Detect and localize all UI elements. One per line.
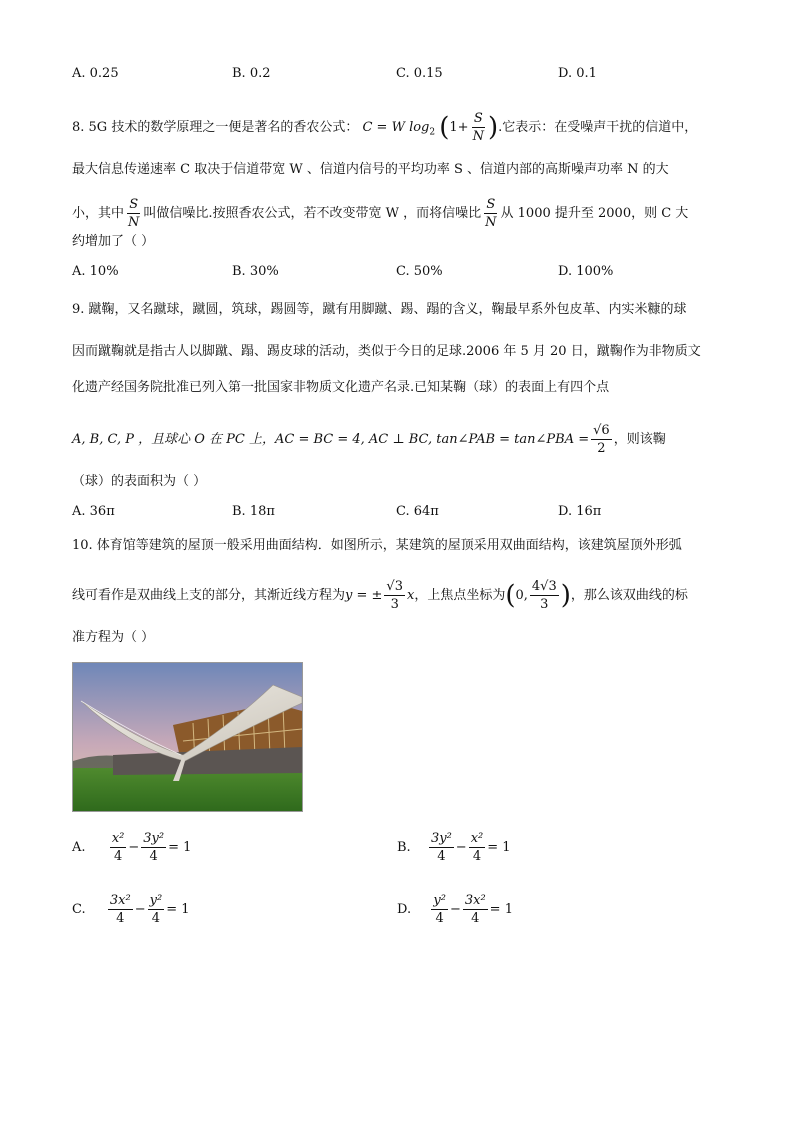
q7-option-a[interactable]: A. 0.25 — [72, 66, 119, 81]
q8-option-b[interactable]: B. 30% — [232, 264, 279, 279]
q10-line2-b: ，上焦点坐标为 — [414, 588, 506, 603]
frac-den: 4 — [113, 849, 123, 864]
q8-stem-line4: 约增加了（ ） — [72, 234, 155, 249]
paren-close: ) — [560, 580, 571, 611]
building-photo — [73, 663, 302, 811]
q8-stem-line2: 最大信息传递速率 C 取决于信道带宽 W 、信道内信号的平均功率 S 、信道内部的高斯噪声功率 N 的大 — [72, 162, 669, 177]
option-label: A. — [72, 840, 86, 855]
q10-option-b[interactable]: B. $\frac{\text{3y²}}{4}$ − $\frac{\text{x²}}{4}$ = 1 — [397, 831, 511, 864]
q10-option-a[interactable]: A. $\frac{\text{x²}}{4}$ − $\frac{\text{3y²}}{4}$ = 1 — [72, 831, 192, 864]
q9-stem-line2: 因而蹴鞠就是指古人以脚蹴、蹋、踢皮球的活动，类似于今日的足球.2006 年 5 月 20 日，蹴鞠作为非物质文 — [72, 344, 701, 359]
focus-x: 0, — [515, 588, 528, 603]
q10-stem-line1: 10. 体育馆等建筑的屋顶一般采用曲面结构．如图所示，某建筑的屋顶采用双曲面结构，该建筑屋顶外形弧 — [72, 538, 682, 553]
q8-stem-line3 — [72, 198, 688, 229]
q9-stem-line5: （球）的表面积为（ ） — [72, 474, 207, 489]
q8-option-a[interactable]: A. 10% — [72, 264, 119, 279]
frac-num: 3y² — [143, 831, 165, 846]
paren-close: ) — [487, 112, 499, 143]
rhs: = 1 — [489, 902, 513, 917]
frac-den: 4 — [151, 911, 161, 926]
frac-num: √6 — [593, 423, 610, 438]
option-label: B. — [397, 840, 411, 855]
q9-stem-line4 — [72, 424, 666, 455]
term1 — [429, 832, 454, 863]
term2 — [463, 894, 488, 925]
frac-den: 3 — [540, 597, 549, 612]
frac-den: 4 — [437, 849, 446, 864]
q7-option-c[interactable]: C. 0.15 — [396, 66, 443, 81]
q7-option-d[interactable]: D. 0.1 — [558, 66, 597, 81]
q10-stem-line3: 准方程为（ ） — [72, 630, 155, 645]
frac-den: N — [472, 129, 484, 144]
frac-num: S — [473, 111, 483, 126]
q10-line2-c: ，那么该双曲线的标 — [570, 588, 688, 603]
frac-den: 4 — [116, 911, 125, 926]
frac-den: N — [485, 215, 497, 230]
asymptote-x: x — [406, 588, 415, 603]
q8-line3-c: 从 1000 提升至 2000，则 C 大 — [500, 206, 689, 221]
frac-den: 4 — [435, 911, 444, 926]
frac-den: 4 — [149, 849, 158, 864]
q8-line3-a: 小，其中 — [72, 206, 125, 221]
q10-option-d[interactable]: D. $\frac{\text{y²}}{4}$ − $\frac{\text{3x²}}{4}$ = 1 — [397, 893, 513, 926]
q10-stem-line2 — [72, 580, 688, 611]
frac-num: √3 — [386, 579, 403, 594]
snr-fraction-3 — [483, 198, 498, 229]
q8-line3-b: 叫做信噪比.按照香农公式，若不改变带宽 W ，而将信噪比 — [143, 206, 482, 221]
shannon-formula-lhs: C = W log — [362, 120, 430, 135]
frac-num: y² — [149, 893, 163, 908]
frac-num: x² — [111, 831, 125, 846]
frac-den: 2 — [597, 441, 606, 456]
frac-num: x² — [470, 831, 484, 846]
q8-after-formula: .它表示：在受噪声干扰的信道中， — [498, 120, 698, 135]
q9-line4-a: A, B, C, P ，且球心 O 在 PC 上，AC = BC = 4, AC ⊥ BC, tan∠PAB = tan∠PBA = — [72, 432, 590, 447]
option-label: D. — [397, 902, 412, 917]
term1 — [108, 894, 133, 925]
frac-num: S — [129, 197, 139, 212]
q10-line2-a: 线可看作是双曲线上支的部分，其渐近线方程为 — [72, 588, 346, 603]
q8-options — [72, 264, 732, 284]
term1 — [110, 832, 127, 863]
frac-num: S — [486, 197, 496, 212]
asymptote-lhs: y = ± — [345, 588, 383, 603]
frac-den: N — [128, 215, 140, 230]
q9-stem-line1: 9. 蹴鞠，又名蹴球，蹴圆，筑球，踢圆等，蹴有用脚蹴、踢、蹋的含义，鞠最早系外包皮革、内实米糠的球 — [72, 302, 687, 317]
option-label: C. — [72, 902, 86, 917]
sqrt3-over-3 — [384, 580, 405, 611]
snr-fraction-2 — [126, 198, 141, 229]
paren-open: ( — [505, 580, 516, 611]
rhs: = 1 — [487, 840, 511, 855]
term1 — [431, 894, 448, 925]
q7-options — [72, 66, 732, 86]
q9-options — [72, 504, 732, 524]
q8-intro: 8. 5G 技术的数学原理之一便是著名的香农公式： — [72, 120, 359, 135]
rhs: = 1 — [168, 840, 192, 855]
frac-den: 3 — [390, 597, 399, 612]
focus-y-fraction — [530, 580, 559, 611]
q9-option-a[interactable]: A. 36π — [72, 504, 115, 519]
term2 — [141, 832, 166, 863]
sqrt6-over-2 — [591, 424, 612, 455]
frac-den: 4 — [472, 849, 482, 864]
frac-num: 3y² — [430, 831, 452, 846]
q7-option-b[interactable]: B. 0.2 — [232, 66, 271, 81]
term2 — [148, 894, 165, 925]
q9-stem-line3: 化遗产经国务院批准已列入第一批国家非物质文化遗产名录.已知某鞠（球）的表面上有四个点 — [72, 380, 610, 395]
snr-fraction — [471, 112, 486, 143]
q8-option-d[interactable]: D. 100% — [558, 264, 614, 279]
frac-num: 3x² — [464, 893, 486, 908]
q10-option-c[interactable]: C. $\frac{\text{3x²}}{4}$ − $\frac{\text{y²}}{4}$ = 1 — [72, 893, 190, 926]
q9-option-d[interactable]: D. 16π — [558, 504, 602, 519]
q9-option-c[interactable]: C. 64π — [396, 504, 439, 519]
rhs: = 1 — [166, 902, 190, 917]
q9-option-b[interactable]: B. 18π — [232, 504, 275, 519]
frac-den: 4 — [471, 911, 480, 926]
term2 — [469, 832, 486, 863]
paren-open: ( — [439, 112, 450, 143]
q9-line4-b: ，则该鞠 — [613, 432, 666, 447]
formula-one: 1+ — [449, 120, 469, 135]
log-base: 2 — [429, 127, 436, 138]
q8-stem-line1 — [72, 112, 697, 143]
figure-building-hyperbolic-roof — [72, 662, 303, 812]
frac-num: 4√3 — [531, 579, 557, 594]
q8-option-c[interactable]: C. 50% — [396, 264, 443, 279]
frac-num: y² — [433, 893, 446, 908]
frac-num: 3x² — [109, 893, 131, 908]
